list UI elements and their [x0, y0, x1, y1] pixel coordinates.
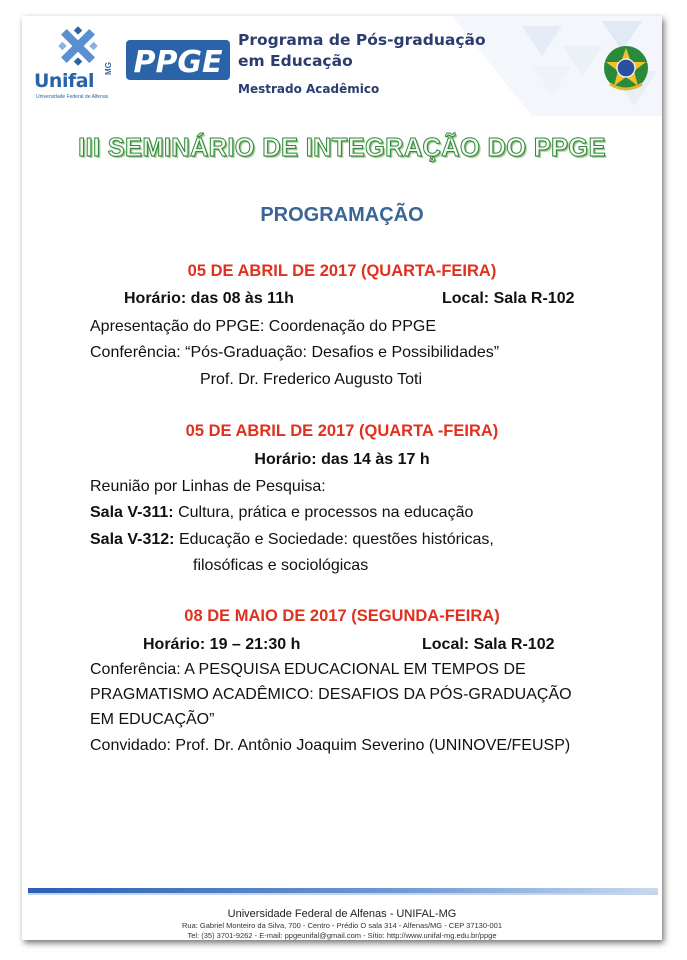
- program-level: Mestrado Acadêmico: [238, 82, 380, 96]
- session-2-room-1-label: Sala V-311:: [90, 504, 174, 521]
- session-2-time: Horário: das 14 às 17 h: [254, 451, 430, 468]
- session-3-place: Local: Sala R-102: [422, 636, 555, 653]
- ppge-logo: [126, 34, 234, 91]
- session-1-line-2: Conferência: “Pós-Graduação: Desafios e Possibilidades”: [90, 344, 500, 361]
- session-1-time: Horário: das 08 às 11h: [124, 290, 294, 307]
- event-title: III SEMINÁRIO DE INTEGRAÇÃO DO PPGE: [78, 134, 606, 162]
- program-title: [238, 30, 486, 72]
- session-3-line-1: Conferência: A PESQUISA EDUCACIONAL EM TEMPOS DE: [90, 661, 526, 678]
- unifal-mark-icon: [48, 24, 108, 70]
- unifal-subtitle: Universidade Federal de Alfenas: [36, 94, 109, 100]
- brazil-coat-of-arms-icon: [600, 42, 652, 99]
- footer-address: Rua: Gabriel Monteiro da Silva, 700 - Centro - Prédio O sala 314 - Alfenas/MG - CEP 37130-001: [181, 921, 503, 930]
- session-2-room-1-desc: Cultura, prática e processos na educação: [178, 504, 474, 521]
- session-2-room-1: [90, 504, 473, 522]
- unifal-mg-mark: MG: [103, 62, 113, 75]
- program-title-line2: em Educação: [238, 52, 353, 70]
- session-3-date: 08 DE MAIO DE 2017 (SEGUNDA-FEIRA): [184, 607, 500, 625]
- session-2-date: 05 DE ABRIL DE 2017 (QUARTA -FEIRA): [185, 422, 499, 440]
- program-heading: PROGRAMAÇÃO: [260, 204, 424, 226]
- session-2-room-2: [90, 531, 494, 549]
- session-1-line-3: Prof. Dr. Frederico Augusto Toti: [200, 371, 423, 388]
- footer-divider-light: [28, 893, 658, 895]
- program-title-line1: Programa de Pós-graduação: [238, 31, 486, 49]
- session-1-line-1: Apresentação do PPGE: Coordenação do PPGE: [90, 318, 436, 335]
- session-3-line-3: EM EDUCAÇÃO”: [90, 711, 215, 728]
- ppge-logo-text: PPGE: [133, 45, 223, 80]
- session-3-line-2: PRAGMATISMO ACADÊMICO: DESAFIOS DA PÓS-GRADUAÇÃO: [90, 686, 572, 703]
- unifal-logo: [34, 24, 122, 104]
- session-2-room-2-label: Sala V-312:: [90, 531, 175, 548]
- session-3-time: Horário: 19 – 21:30 h: [143, 636, 301, 653]
- unifal-wordmark: Unifal: [34, 70, 95, 92]
- session-2-room-2-desc: Educação e Sociedade: questões históricas,: [178, 531, 494, 548]
- session-1-place: Local: Sala R-102: [442, 290, 575, 307]
- poster-page: [22, 16, 662, 940]
- session-2-room-2-desc-cont: filosóficas e sociológicas: [193, 557, 369, 574]
- session-2-intro: Reunião por Linhas de Pesquisa:: [90, 478, 326, 495]
- session-3-line-4: Convidado: Prof. Dr. Antônio Joaquim Severino (UNINOVE/FEUSP): [90, 737, 571, 754]
- session-1-date: 05 DE ABRIL DE 2017 (QUARTA-FEIRA): [187, 262, 497, 280]
- footer-contact: Tel: (35) 3701-9262 - E-mail: ppgeunifal@gmail.com - Sítio: http://www.unifal-mg.edu.br/ppge: [187, 931, 497, 940]
- footer-institution: Universidade Federal de Alfenas - UNIFAL-MG: [227, 908, 457, 920]
